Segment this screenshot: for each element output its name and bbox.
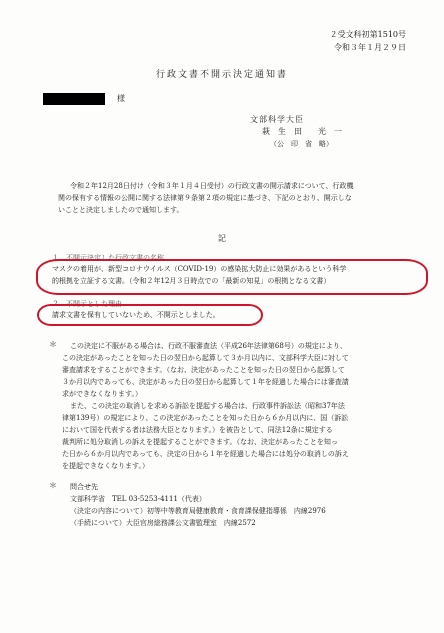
notice-line-7: 律第139号）の規定により、この決定があったことを知った日から６か月以内に、国（訴訟 <box>62 414 349 422</box>
contact-line-2: （決定の内容について）初等中等教育局健康教育・食育課保健指導係 内線2976 <box>70 507 326 515</box>
notice-line-1: この決定に不服がある場合は、行政不服審査法（平成26年法律第68号）の規定により、 <box>70 342 347 350</box>
notice-line-10: た日から６か月以内であっても、決定の日から１年を経過した場合には処分の取消しの訴え <box>62 450 349 458</box>
recipient-honorific: 様 <box>117 94 125 103</box>
section2-line-1: 請求文書を保有していないため、不開示としました。 <box>52 311 220 319</box>
section2-heading: ２ 不開示とした理由 <box>52 300 122 308</box>
document-number: ２受文科初第1510号 <box>329 30 406 39</box>
section1-line-2: 的根拠を立証する文書。（令和２年12月３日時点での「最新の知見」の根拠となる文書） <box>52 277 331 285</box>
contact-line-1: 文部科学省 TEL 03-5253-4111（代表） <box>70 495 206 503</box>
sender-organization: 文部科学大臣 <box>250 115 304 124</box>
notice-line-2: この決定があったことを知った日の翌日から起算して３か月以内に、文部科学大臣に対して <box>62 354 349 362</box>
contact-bullet: ＊ <box>49 481 57 490</box>
redacted-recipient-name <box>43 93 105 105</box>
contact-line-3: （手続について）大臣官房総務課公文書監理室 内線2572 <box>70 519 256 527</box>
contact-heading: 問合せ先 <box>70 483 98 491</box>
notice-line-6: また、この決定の取消しを求める訴訟を提起する場合は、行政事件訴訟法（昭和37年法 <box>70 402 345 410</box>
body-line-2: 関の保有する情報の公開に関する法律第９条第２項の規定に基づき、下記のとおり、開示しな <box>58 194 352 202</box>
body-line-1: 令和２年12月28日付け（令和３年１月４日受付）の行政文書の開示請求について、行政機 <box>70 182 354 190</box>
notice-bullet: ＊ <box>49 340 57 349</box>
section1-heading: １ 不開示決定した行政文書の名称 <box>52 254 164 262</box>
annotation-oval-section1 <box>36 259 428 295</box>
seal-omitted-note: （公 印 省 略） <box>270 140 333 148</box>
notice-line-3: 審査請求をすることができます。（なお、決定があったことを知った日の翌日から起算して <box>62 366 345 374</box>
notice-line-8: において国を代表する者は法務大臣となります。）を被告として、同法12条に規定する <box>62 426 333 434</box>
document-title: 行政文書不開示決定通知書 <box>155 70 288 80</box>
document-date: 令和３年１月２９日 <box>334 43 406 52</box>
section1-line-1: マスクの着用が、新型コロナウイルス（COVID-19）の感染拡大防止に効果があるという科学 <box>52 265 347 273</box>
notice-line-5: 求ができなくなります。） <box>62 390 142 398</box>
sender-name: 萩 生 田 光 一 <box>262 127 342 136</box>
notice-line-11: を提起できなくなります。） <box>62 462 149 470</box>
body-line-3: いことと決定しましたので通知します。 <box>58 206 184 214</box>
annotation-oval-section2 <box>37 304 263 326</box>
notice-line-9: 裁判所に処分取消しの訴えを提起することができます。（なお、決定があったことを知っ <box>62 438 338 446</box>
ki-heading: 記 <box>218 234 226 243</box>
notice-line-4: ３か月以内であっても、決定があった日の翌日から起算して１年を経過した場合には審査請 <box>62 378 349 386</box>
